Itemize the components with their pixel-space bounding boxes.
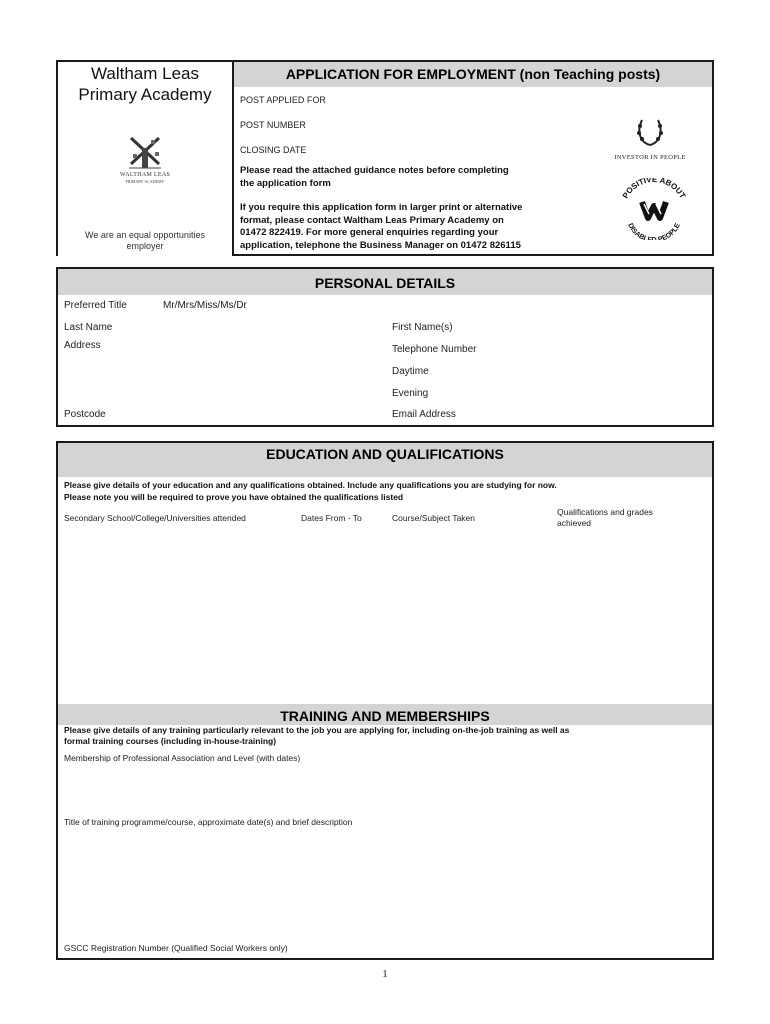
education-heading: EDUCATION AND QUALIFICATIONS [266, 446, 504, 462]
positive-about-disabled-people-icon [614, 178, 694, 240]
guidance-note: Please read the attached guidance notes before completing the application form [240, 165, 509, 189]
col-dates-header: Dates From - To [301, 513, 362, 523]
closing-date-label: CLOSING DATE [240, 145, 307, 155]
title-options[interactable]: Mr/Mrs/Miss/Ms/Dr [163, 300, 247, 311]
postcode-label: Postcode [64, 409, 106, 420]
alternative-format-note: If you require this application form in larger print or alternative format, please contact Waltham Leas Primary Academy on 01472 822419. For more general enquiries regarding your application, telephone the Business Manager on 01472 826115 [240, 202, 523, 251]
disabled-logo-top-text: POSITIVE ABOUT [620, 178, 688, 201]
disabled-people-logo [614, 178, 694, 240]
disabled-logo-bottom-text: DISABL PEOPLE [626, 222, 682, 240]
education-note: Please give details of your education and any qualifications obtained. Include any qualifications you are studying for now. Please note you will be required to prove you have obtained the qualifications listed [64, 480, 557, 502]
post-number-label: POST NUMBER [240, 120, 306, 130]
col-quals-header: Qualifications and grades achieved [557, 507, 653, 528]
education-heading-bar [58, 443, 712, 477]
first-names-label: First Name(s) [392, 322, 453, 333]
col-school-header: Secondary School/College/Universities attended [64, 513, 246, 523]
laurel-wreath-icon [635, 114, 665, 148]
iip-label: INVESTOR IN PEOPLE [614, 154, 686, 161]
page-number: 1 [382, 968, 388, 980]
header-divider [232, 60, 234, 256]
application-title-bar [234, 62, 712, 87]
evening-label: Evening [392, 388, 429, 399]
windmill-icon [125, 134, 165, 170]
school-name-line2: Primary Academy [78, 85, 212, 104]
personal-details-heading: PERSONAL DETAILS [314, 275, 456, 291]
email-label: Email Address [392, 409, 456, 420]
last-name-label: Last Name [64, 322, 113, 333]
training-programme-label: Title of training programme/course, approximate date(s) and brief description [64, 817, 353, 827]
gscc-label: GSCC Registration Number (Qualified Social Workers only) [64, 943, 288, 953]
equal-opportunities [58, 230, 232, 252]
svg-text:POSITIVE ABOUT [621, 178, 687, 200]
equal-opps-line2: employer [126, 241, 164, 251]
school-name-line1: Waltham Leas [90, 64, 200, 83]
school-name [58, 63, 232, 105]
address-label: Address [64, 340, 101, 351]
col-course-header: Course/Subject Taken [392, 513, 476, 523]
personal-details-section [56, 267, 714, 427]
header-bottom-rule [232, 254, 714, 256]
svg-text:DISABLED PEOPLE [626, 222, 682, 240]
training-note: Please give details of any training particularly relevant to the job you are applying for, including on-the-job training as well as formal training courses (including in-house-training) [64, 725, 570, 746]
header-right-rule [712, 60, 714, 256]
logo-text-line2: PRIMARY ACADEMY [125, 179, 165, 184]
equal-opps-line1: We are an equal opportunities [85, 230, 205, 240]
membership-label: Membership of Professional Association and Level (with dates) [64, 753, 301, 763]
training-heading: TRAINING AND MEMBERSHIPS [280, 708, 490, 724]
daytime-label: Daytime [392, 366, 429, 377]
investor-in-people-logo [610, 114, 690, 164]
logo-text-line1: WALTHAM LEAS [119, 172, 171, 178]
personal-details-heading-bar [58, 269, 712, 295]
post-applied-label: POST APPLIED FOR [240, 95, 326, 105]
preferred-title-label: Preferred Title [64, 300, 127, 311]
application-title: APPLICATION FOR EMPLOYMENT (non Teaching posts) [285, 66, 661, 82]
school-logo [100, 134, 190, 186]
training-heading-bar [58, 704, 712, 725]
telephone-label: Telephone Number [392, 344, 477, 355]
